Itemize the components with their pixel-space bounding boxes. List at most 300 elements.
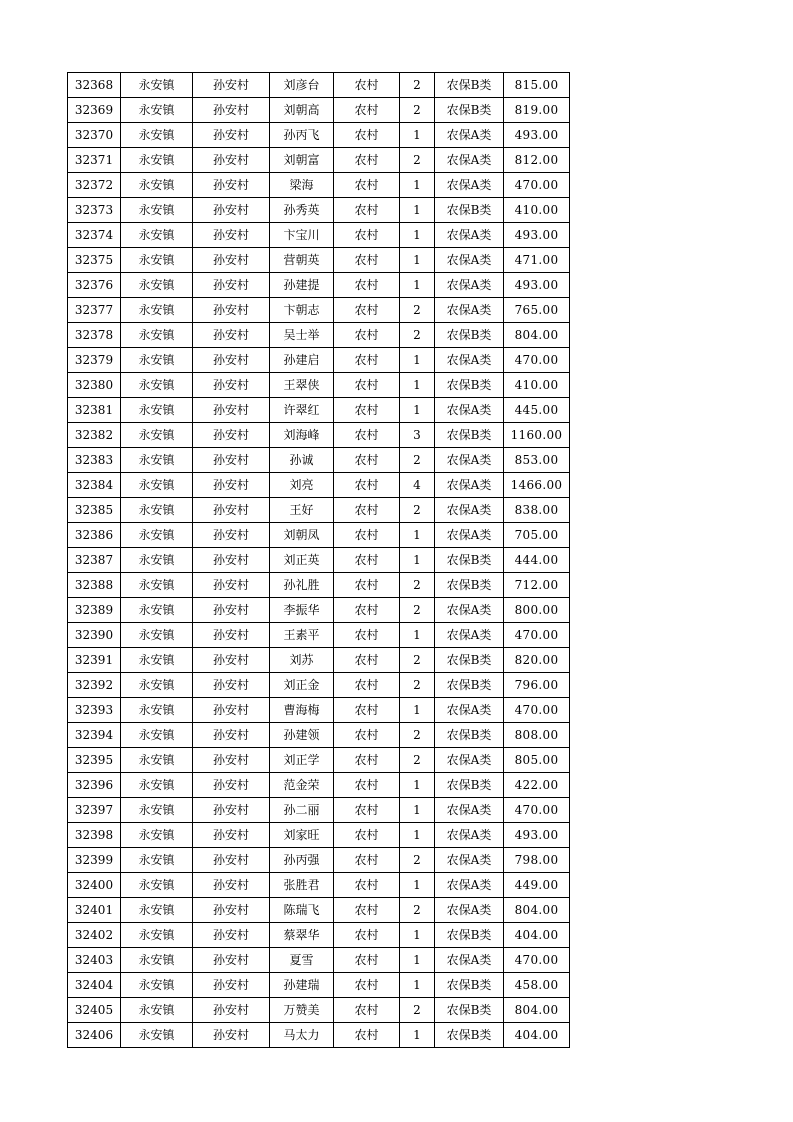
category-cell: 农保B类 [435, 198, 504, 223]
village-cell: 孙安村 [193, 198, 270, 223]
table-row [68, 648, 570, 673]
town-cell: 永安镇 [121, 998, 193, 1023]
category-cell: 农保A类 [435, 598, 504, 623]
table-row [68, 98, 570, 123]
village-cell: 孙安村 [193, 648, 270, 673]
member-count-cell: 1 [400, 373, 435, 398]
household-type-cell: 农村 [334, 823, 400, 848]
household-type-cell: 农村 [334, 648, 400, 673]
table-row [68, 573, 570, 598]
village-cell: 孙安村 [193, 923, 270, 948]
village-cell: 孙安村 [193, 823, 270, 848]
category-cell: 农保A类 [435, 848, 504, 873]
category-cell: 农保A类 [435, 898, 504, 923]
table-row [68, 248, 570, 273]
record-id-cell: 32395 [68, 748, 121, 773]
town-cell: 永安镇 [121, 73, 193, 98]
village-cell: 孙安村 [193, 523, 270, 548]
table-row [68, 423, 570, 448]
category-cell: 农保A类 [435, 273, 504, 298]
amount-cell: 796.00 [504, 673, 570, 698]
town-cell: 永安镇 [121, 898, 193, 923]
name-cell: 孙二丽 [270, 798, 334, 823]
category-cell: 农保B类 [435, 423, 504, 448]
record-id-cell: 32372 [68, 173, 121, 198]
household-type-cell: 农村 [334, 323, 400, 348]
amount-cell: 470.00 [504, 173, 570, 198]
village-cell: 孙安村 [193, 673, 270, 698]
member-count-cell: 2 [400, 73, 435, 98]
town-cell: 永安镇 [121, 423, 193, 448]
category-cell: 农保B类 [435, 548, 504, 573]
household-type-cell: 农村 [334, 1023, 400, 1048]
amount-cell: 493.00 [504, 223, 570, 248]
category-cell: 农保A类 [435, 473, 504, 498]
village-cell: 孙安村 [193, 873, 270, 898]
name-cell: 孙丙强 [270, 848, 334, 873]
member-count-cell: 1 [400, 223, 435, 248]
town-cell: 永安镇 [121, 323, 193, 348]
member-count-cell: 1 [400, 923, 435, 948]
name-cell: 刘彦台 [270, 73, 334, 98]
town-cell: 永安镇 [121, 723, 193, 748]
table-row [68, 373, 570, 398]
amount-cell: 470.00 [504, 698, 570, 723]
household-type-cell: 农村 [334, 123, 400, 148]
town-cell: 永安镇 [121, 548, 193, 573]
category-cell: 农保A类 [435, 823, 504, 848]
village-cell: 孙安村 [193, 248, 270, 273]
member-count-cell: 1 [400, 273, 435, 298]
town-cell: 永安镇 [121, 448, 193, 473]
amount-cell: 410.00 [504, 198, 570, 223]
member-count-cell: 2 [400, 723, 435, 748]
town-cell: 永安镇 [121, 298, 193, 323]
category-cell: 农保A类 [435, 748, 504, 773]
record-id-cell: 32404 [68, 973, 121, 998]
household-type-cell: 农村 [334, 973, 400, 998]
table-row [68, 223, 570, 248]
member-count-cell: 1 [400, 523, 435, 548]
record-id-cell: 32371 [68, 148, 121, 173]
amount-cell: 493.00 [504, 123, 570, 148]
category-cell: 农保B类 [435, 573, 504, 598]
record-id-cell: 32399 [68, 848, 121, 873]
member-count-cell: 2 [400, 298, 435, 323]
household-type-cell: 农村 [334, 473, 400, 498]
amount-cell: 820.00 [504, 648, 570, 673]
household-type-cell: 农村 [334, 148, 400, 173]
village-cell: 孙安村 [193, 898, 270, 923]
household-type-cell: 农村 [334, 573, 400, 598]
category-cell: 农保A类 [435, 223, 504, 248]
record-id-cell: 32369 [68, 98, 121, 123]
household-type-cell: 农村 [334, 673, 400, 698]
table-row [68, 448, 570, 473]
amount-cell: 805.00 [504, 748, 570, 773]
category-cell: 农保A类 [435, 873, 504, 898]
town-cell: 永安镇 [121, 873, 193, 898]
household-type-cell: 农村 [334, 723, 400, 748]
member-count-cell: 1 [400, 773, 435, 798]
town-cell: 永安镇 [121, 848, 193, 873]
table-row [68, 773, 570, 798]
record-id-cell: 32386 [68, 523, 121, 548]
name-cell: 马太力 [270, 1023, 334, 1048]
amount-cell: 470.00 [504, 348, 570, 373]
table-row [68, 998, 570, 1023]
record-id-cell: 32406 [68, 1023, 121, 1048]
member-count-cell: 2 [400, 98, 435, 123]
village-cell: 孙安村 [193, 1023, 270, 1048]
record-id-cell: 32373 [68, 198, 121, 223]
table-row [68, 348, 570, 373]
name-cell: 夏雪 [270, 948, 334, 973]
member-count-cell: 2 [400, 148, 435, 173]
village-cell: 孙安村 [193, 98, 270, 123]
member-count-cell: 1 [400, 1023, 435, 1048]
household-type-cell: 农村 [334, 423, 400, 448]
record-id-cell: 32401 [68, 898, 121, 923]
record-id-cell: 32403 [68, 948, 121, 973]
amount-cell: 765.00 [504, 298, 570, 323]
member-count-cell: 1 [400, 948, 435, 973]
town-cell: 永安镇 [121, 198, 193, 223]
household-type-cell: 农村 [334, 748, 400, 773]
amount-cell: 458.00 [504, 973, 570, 998]
household-type-cell: 农村 [334, 73, 400, 98]
name-cell: 刘家旺 [270, 823, 334, 848]
name-cell: 刘苏 [270, 648, 334, 673]
town-cell: 永安镇 [121, 98, 193, 123]
table-row [68, 798, 570, 823]
household-type-cell: 农村 [334, 798, 400, 823]
table-row [68, 923, 570, 948]
member-count-cell: 1 [400, 548, 435, 573]
record-id-cell: 32389 [68, 598, 121, 623]
category-cell: 农保B类 [435, 773, 504, 798]
village-cell: 孙安村 [193, 498, 270, 523]
town-cell: 永安镇 [121, 223, 193, 248]
category-cell: 农保A类 [435, 398, 504, 423]
village-cell: 孙安村 [193, 348, 270, 373]
household-type-cell: 农村 [334, 998, 400, 1023]
member-count-cell: 2 [400, 998, 435, 1023]
amount-cell: 470.00 [504, 948, 570, 973]
village-cell: 孙安村 [193, 748, 270, 773]
town-cell: 永安镇 [121, 798, 193, 823]
record-id-cell: 32391 [68, 648, 121, 673]
village-cell: 孙安村 [193, 323, 270, 348]
table-row [68, 498, 570, 523]
town-cell: 永安镇 [121, 148, 193, 173]
record-id-cell: 32392 [68, 673, 121, 698]
record-id-cell: 32393 [68, 698, 121, 723]
household-type-cell: 农村 [334, 523, 400, 548]
town-cell: 永安镇 [121, 748, 193, 773]
village-cell: 孙安村 [193, 848, 270, 873]
town-cell: 永安镇 [121, 823, 193, 848]
town-cell: 永安镇 [121, 348, 193, 373]
name-cell: 刘正学 [270, 748, 334, 773]
town-cell: 永安镇 [121, 973, 193, 998]
household-type-cell: 农村 [334, 173, 400, 198]
record-id-cell: 32377 [68, 298, 121, 323]
name-cell: 刘正金 [270, 673, 334, 698]
record-id-cell: 32388 [68, 573, 121, 598]
town-cell: 永安镇 [121, 948, 193, 973]
town-cell: 永安镇 [121, 523, 193, 548]
member-count-cell: 1 [400, 823, 435, 848]
village-cell: 孙安村 [193, 173, 270, 198]
name-cell: 王素平 [270, 623, 334, 648]
amount-cell: 853.00 [504, 448, 570, 473]
town-cell: 永安镇 [121, 773, 193, 798]
record-id-cell: 32385 [68, 498, 121, 523]
village-cell: 孙安村 [193, 723, 270, 748]
category-cell: 农保B类 [435, 998, 504, 1023]
record-id-cell: 32368 [68, 73, 121, 98]
amount-cell: 470.00 [504, 623, 570, 648]
table-row [68, 898, 570, 923]
table-row [68, 873, 570, 898]
table-body [68, 73, 570, 1048]
category-cell: 农保A类 [435, 348, 504, 373]
household-type-cell: 农村 [334, 948, 400, 973]
amount-cell: 493.00 [504, 273, 570, 298]
name-cell: 王好 [270, 498, 334, 523]
category-cell: 农保B类 [435, 373, 504, 398]
table-row [68, 273, 570, 298]
household-type-cell: 农村 [334, 298, 400, 323]
amount-cell: 800.00 [504, 598, 570, 623]
household-type-cell: 农村 [334, 198, 400, 223]
village-cell: 孙安村 [193, 773, 270, 798]
record-id-cell: 32376 [68, 273, 121, 298]
table-row [68, 948, 570, 973]
amount-cell: 410.00 [504, 373, 570, 398]
record-id-cell: 32402 [68, 923, 121, 948]
category-cell: 农保B类 [435, 1023, 504, 1048]
member-count-cell: 1 [400, 873, 435, 898]
village-cell: 孙安村 [193, 698, 270, 723]
village-cell: 孙安村 [193, 148, 270, 173]
household-type-cell: 农村 [334, 398, 400, 423]
member-count-cell: 2 [400, 323, 435, 348]
village-cell: 孙安村 [193, 373, 270, 398]
member-count-cell: 1 [400, 398, 435, 423]
household-type-cell: 农村 [334, 273, 400, 298]
table-row [68, 973, 570, 998]
amount-cell: 1160.00 [504, 423, 570, 448]
amount-cell: 815.00 [504, 73, 570, 98]
household-type-cell: 农村 [334, 223, 400, 248]
amount-cell: 705.00 [504, 523, 570, 548]
table-row [68, 473, 570, 498]
record-id-cell: 32380 [68, 373, 121, 398]
member-count-cell: 2 [400, 448, 435, 473]
category-cell: 农保B类 [435, 723, 504, 748]
record-id-cell: 32378 [68, 323, 121, 348]
amount-cell: 449.00 [504, 873, 570, 898]
village-cell: 孙安村 [193, 123, 270, 148]
record-id-cell: 32382 [68, 423, 121, 448]
village-cell: 孙安村 [193, 948, 270, 973]
household-type-cell: 农村 [334, 373, 400, 398]
village-cell: 孙安村 [193, 598, 270, 623]
category-cell: 农保B类 [435, 73, 504, 98]
member-count-cell: 2 [400, 573, 435, 598]
village-cell: 孙安村 [193, 273, 270, 298]
amount-cell: 470.00 [504, 798, 570, 823]
amount-cell: 404.00 [504, 923, 570, 948]
category-cell: 农保A类 [435, 798, 504, 823]
town-cell: 永安镇 [121, 1023, 193, 1048]
name-cell: 蔡翠华 [270, 923, 334, 948]
amount-cell: 804.00 [504, 898, 570, 923]
category-cell: 农保A类 [435, 123, 504, 148]
household-type-cell: 农村 [334, 348, 400, 373]
household-type-cell: 农村 [334, 623, 400, 648]
table-row [68, 748, 570, 773]
table-row [68, 623, 570, 648]
village-cell: 孙安村 [193, 298, 270, 323]
name-cell: 梁海 [270, 173, 334, 198]
name-cell: 刘海峰 [270, 423, 334, 448]
town-cell: 永安镇 [121, 173, 193, 198]
amount-cell: 804.00 [504, 323, 570, 348]
table-row [68, 523, 570, 548]
name-cell: 卞宝川 [270, 223, 334, 248]
town-cell: 永安镇 [121, 923, 193, 948]
amount-cell: 493.00 [504, 823, 570, 848]
name-cell: 卞朝志 [270, 298, 334, 323]
member-count-cell: 2 [400, 898, 435, 923]
table-row [68, 598, 570, 623]
town-cell: 永安镇 [121, 123, 193, 148]
household-type-cell: 农村 [334, 498, 400, 523]
town-cell: 永安镇 [121, 248, 193, 273]
category-cell: 农保A类 [435, 248, 504, 273]
household-type-cell: 农村 [334, 898, 400, 923]
member-count-cell: 1 [400, 198, 435, 223]
name-cell: 孙建提 [270, 273, 334, 298]
village-cell: 孙安村 [193, 423, 270, 448]
amount-cell: 812.00 [504, 148, 570, 173]
name-cell: 孙建瑞 [270, 973, 334, 998]
table-row [68, 323, 570, 348]
name-cell: 刘正英 [270, 548, 334, 573]
record-id-cell: 32390 [68, 623, 121, 648]
name-cell: 刘朝高 [270, 98, 334, 123]
town-cell: 永安镇 [121, 373, 193, 398]
table-row [68, 123, 570, 148]
table-row [68, 698, 570, 723]
name-cell: 刘朝凤 [270, 523, 334, 548]
subsidy-table [67, 72, 570, 1048]
name-cell: 陈瑞飞 [270, 898, 334, 923]
table-row [68, 298, 570, 323]
record-id-cell: 32394 [68, 723, 121, 748]
record-id-cell: 32370 [68, 123, 121, 148]
name-cell: 李振华 [270, 598, 334, 623]
name-cell: 孙丙飞 [270, 123, 334, 148]
household-type-cell: 农村 [334, 248, 400, 273]
category-cell: 农保A类 [435, 623, 504, 648]
village-cell: 孙安村 [193, 223, 270, 248]
amount-cell: 838.00 [504, 498, 570, 523]
village-cell: 孙安村 [193, 973, 270, 998]
category-cell: 农保A类 [435, 298, 504, 323]
village-cell: 孙安村 [193, 73, 270, 98]
member-count-cell: 1 [400, 798, 435, 823]
household-type-cell: 农村 [334, 923, 400, 948]
category-cell: 农保A类 [435, 448, 504, 473]
member-count-cell: 1 [400, 348, 435, 373]
record-id-cell: 32400 [68, 873, 121, 898]
village-cell: 孙安村 [193, 473, 270, 498]
record-id-cell: 32381 [68, 398, 121, 423]
member-count-cell: 4 [400, 473, 435, 498]
village-cell: 孙安村 [193, 573, 270, 598]
village-cell: 孙安村 [193, 998, 270, 1023]
town-cell: 永安镇 [121, 598, 193, 623]
member-count-cell: 1 [400, 698, 435, 723]
member-count-cell: 2 [400, 598, 435, 623]
town-cell: 永安镇 [121, 398, 193, 423]
member-count-cell: 1 [400, 173, 435, 198]
category-cell: 农保B类 [435, 648, 504, 673]
table-row [68, 723, 570, 748]
village-cell: 孙安村 [193, 398, 270, 423]
member-count-cell: 2 [400, 748, 435, 773]
record-id-cell: 32383 [68, 448, 121, 473]
member-count-cell: 2 [400, 648, 435, 673]
record-id-cell: 32384 [68, 473, 121, 498]
name-cell: 孙秀英 [270, 198, 334, 223]
category-cell: 农保B类 [435, 98, 504, 123]
amount-cell: 712.00 [504, 573, 570, 598]
record-id-cell: 32398 [68, 823, 121, 848]
table-row [68, 848, 570, 873]
member-count-cell: 1 [400, 248, 435, 273]
table-row [68, 198, 570, 223]
category-cell: 农保A类 [435, 948, 504, 973]
amount-cell: 444.00 [504, 548, 570, 573]
town-cell: 永安镇 [121, 573, 193, 598]
member-count-cell: 1 [400, 623, 435, 648]
name-cell: 刘亮 [270, 473, 334, 498]
member-count-cell: 1 [400, 123, 435, 148]
amount-cell: 798.00 [504, 848, 570, 873]
table-row [68, 673, 570, 698]
household-type-cell: 农村 [334, 448, 400, 473]
category-cell: 农保B类 [435, 973, 504, 998]
household-type-cell: 农村 [334, 698, 400, 723]
name-cell: 孙礼胜 [270, 573, 334, 598]
name-cell: 吴士举 [270, 323, 334, 348]
table-row [68, 148, 570, 173]
amount-cell: 422.00 [504, 773, 570, 798]
record-id-cell: 32374 [68, 223, 121, 248]
name-cell: 曹海梅 [270, 698, 334, 723]
town-cell: 永安镇 [121, 623, 193, 648]
amount-cell: 819.00 [504, 98, 570, 123]
record-id-cell: 32387 [68, 548, 121, 573]
name-cell: 王翠侠 [270, 373, 334, 398]
record-id-cell: 32375 [68, 248, 121, 273]
amount-cell: 808.00 [504, 723, 570, 748]
